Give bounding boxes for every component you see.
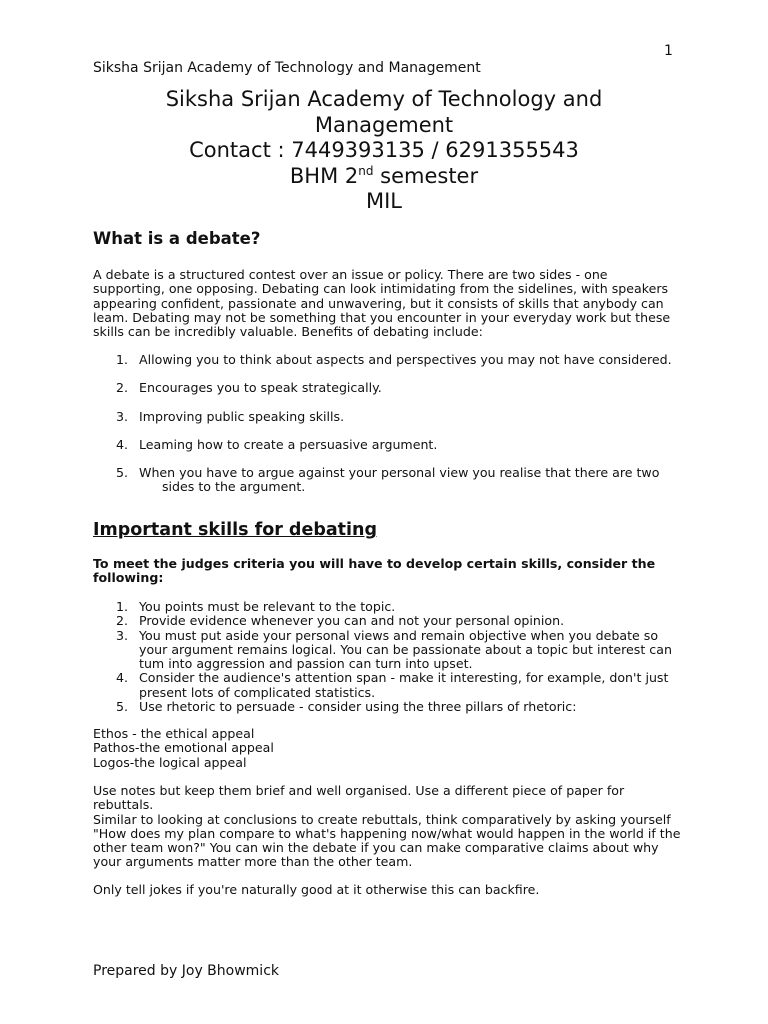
pathos-line: Pathos-the emotional appeal	[93, 740, 274, 756]
heading-what-is-a-debate: What is a debate?	[93, 229, 261, 248]
rhetoric-pillars	[93, 727, 681, 770]
list-item	[93, 629, 681, 672]
list-number: 2.	[116, 613, 129, 629]
list-item	[93, 438, 681, 452]
list-number: 4.	[116, 670, 129, 686]
semester-ordinal-suffix: nd	[358, 163, 374, 178]
list-item	[93, 614, 681, 628]
list-item-text: You points must be relevant to the topic.	[139, 599, 396, 614]
list-item-text: Consider the audience's attention span - make it interesting, for example, don't just present lots of complicated statistics.	[139, 670, 669, 700]
list-item-text: Allowing you to think about aspects and perspectives you may not have considered.	[139, 352, 672, 367]
list-item-continuation: sides to the argument.	[162, 479, 306, 495]
list-item	[93, 700, 681, 714]
skills-list	[93, 600, 681, 714]
page-number: 1	[664, 43, 673, 59]
list-item-text: Improving public speaking skills.	[139, 408, 345, 424]
notes-paragraph	[93, 784, 681, 870]
document-title	[93, 87, 675, 215]
title-line-semester	[93, 164, 675, 190]
list-item-text: Provide evidence whenever you can and not your personal opinion.	[139, 613, 565, 629]
semester-suffix: semester	[373, 163, 479, 188]
debate-intro-paragraph: A debate is a structured contest over an issue or policy. There are two sides - one supporting, one opposing. Debating can look intimidating from the sidelines, with speakers appearing confident, passionate and unwavering, but it consists of skills that anybody can leam. Debating may not be something that you encounter in your everyday work but these skills can be incredibly valuable. Benefits of debating include:	[93, 267, 671, 340]
list-item	[93, 381, 681, 395]
list-number: 5.	[116, 699, 129, 715]
benefits-list	[93, 353, 681, 509]
notes-line: Use notes but keep them brief and well organised. Use a different piece of paper for rebuttals.	[93, 783, 625, 813]
list-item-text: You must put aside your personal views and remain objective when you debate so your argument remains logical. You can be passionate about a topic but interest can tum into aggression and passion can turn into upset.	[139, 627, 672, 672]
semester-prefix: BHM 2	[289, 163, 359, 188]
running-header: Siksha Srijan Academy of Technology and Management	[93, 60, 481, 76]
list-number: 3.	[116, 627, 129, 643]
title-line-subject: MIL	[365, 189, 402, 213]
jokes-paragraph: Only tell jokes if you're naturally good at it otherwise this can backfire.	[93, 882, 540, 897]
list-item	[93, 600, 681, 614]
skills-intro: To meet the judges criteria you will have to develop certain skills, consider the following:	[93, 556, 656, 586]
list-item-text: Encourages you to speak strategically.	[139, 380, 382, 396]
title-line-institution: Siksha Srijan Academy of Technology and	[165, 87, 603, 111]
list-item-text: When you have to argue against your personal view you realise that there are two	[139, 465, 660, 481]
logos-line: Logos-the logical appeal	[93, 754, 247, 770]
list-number: 4.	[116, 436, 129, 452]
list-number: 1.	[116, 352, 129, 367]
list-number: 1.	[116, 599, 129, 614]
rebuttals-line: Similar to looking at conclusions to create rebuttals, think comparatively by asking yourself "How does my plan compare to what's happening now/what would happen in the world if the other team won?" You can win the debate if you can make comparative claims about why your arguments matter more than the other team.	[93, 811, 681, 870]
list-number: 5.	[116, 465, 129, 481]
list-item	[93, 410, 681, 424]
list-item	[93, 466, 681, 495]
list-item-text: Use rhetoric to persuade - consider using the three pillars of rhetoric:	[139, 699, 577, 715]
list-item-text: Leaming how to create a persuasive argument.	[139, 436, 438, 452]
list-item	[93, 671, 681, 700]
list-number: 2.	[116, 380, 129, 396]
heading-important-skills: Important skills for debating	[93, 520, 378, 540]
list-item	[93, 353, 681, 367]
list-number: 3.	[116, 408, 129, 424]
title-line-management: Management	[314, 112, 454, 137]
title-line-contact: Contact : 7449393135 / 6291355543	[189, 138, 579, 162]
ethos-line: Ethos - the ethical appeal	[93, 726, 255, 741]
footer-author: Prepared by Joy Bhowmick	[93, 963, 279, 979]
